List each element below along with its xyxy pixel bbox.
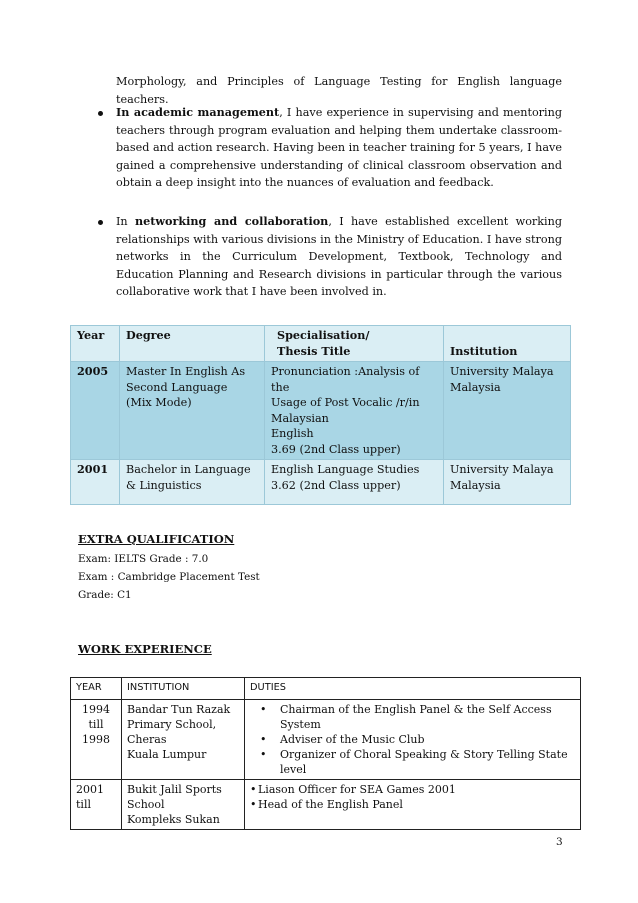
cell-line: Bandar Tun Razak bbox=[127, 703, 231, 716]
cell-line: School bbox=[127, 798, 165, 811]
bullet-text: , I have experience in supervising and mentoring teachers through program evaluation and helping them undertake classroom-based and action research. Having been in teacher training for 5 years, I have gained a comprehensive understanding of clinical classroom observation and obtain a deep insight into the nuances of evaluation and feedback. bbox=[116, 106, 562, 190]
table-row bbox=[71, 700, 581, 780]
spec-header-line: Specialisation/ bbox=[277, 328, 370, 342]
bullet-text: , I have established excellent working relationships with various divisions in the Ministry of Education. I have strong networks in the Curriculum Development, Textbook, Technology and Education Planning and Research divisions in particular through the various collaborative work that I have been involved in. bbox=[116, 215, 562, 299]
col-degree: Degree bbox=[120, 326, 265, 362]
cell-line: University Malaya bbox=[450, 463, 554, 476]
bullet-lead: In academic management bbox=[116, 105, 280, 119]
degree-table-header bbox=[71, 326, 571, 362]
work-experience-title: WORK EXPERIENCE bbox=[78, 642, 212, 656]
bullet-networking bbox=[116, 213, 562, 301]
table-row bbox=[71, 362, 571, 460]
cell-line: Kuala Lumpur bbox=[127, 748, 207, 761]
degree-year: 2005 bbox=[71, 362, 120, 460]
list-item: • Head of the English Panel bbox=[250, 797, 575, 812]
cell-line: till bbox=[88, 718, 104, 731]
cell-line: (Mix Mode) bbox=[126, 396, 192, 409]
extra-line: Exam: IELTS Grade : 7.0 bbox=[78, 553, 209, 565]
cell-line: English Language Studies bbox=[271, 463, 420, 476]
list-item: • Organizer of Choral Speaking & Story Telling State level bbox=[250, 747, 575, 777]
work-year bbox=[71, 780, 122, 830]
cell-line: 3.62 (2nd Class upper) bbox=[271, 478, 401, 492]
cell-line: University Malaya bbox=[450, 365, 554, 378]
col-specialisation bbox=[265, 326, 444, 362]
cell-line: & Linguistics bbox=[126, 478, 202, 492]
col-institution: INSTITUTION bbox=[122, 678, 245, 700]
cell-line: Malaysia bbox=[450, 478, 501, 492]
intro-paragraph: Morphology, and Principles of Language Testing for English language teachers. bbox=[116, 75, 562, 106]
cell-line: Malaysian bbox=[271, 411, 329, 425]
page-number: 3 bbox=[556, 836, 563, 848]
col-year: Year bbox=[71, 326, 120, 362]
work-table bbox=[70, 677, 581, 830]
work-institution bbox=[122, 700, 245, 780]
bullet-pre: In bbox=[116, 215, 135, 228]
col-duties: DUTIES bbox=[245, 678, 581, 700]
extra-line: Grade: C1 bbox=[78, 589, 132, 601]
duties-list bbox=[250, 702, 575, 777]
list-item: • Chairman of the English Panel & the Self Access System bbox=[250, 702, 575, 732]
duties-list bbox=[250, 782, 575, 812]
bullet-icon bbox=[97, 110, 105, 118]
work-year bbox=[71, 700, 122, 780]
degree-name bbox=[120, 460, 265, 505]
cell-line: 1998 bbox=[82, 733, 110, 746]
table-row bbox=[71, 460, 571, 505]
work-institution bbox=[122, 780, 245, 830]
cell-line: 2001 bbox=[76, 783, 104, 796]
col-institution: Institution bbox=[444, 326, 571, 362]
degree-specialisation bbox=[265, 460, 444, 505]
cell-line: English bbox=[271, 427, 314, 440]
cell-line: Master In English As bbox=[126, 365, 246, 378]
bullet-academic-management bbox=[116, 104, 562, 192]
cell-line: 3.69 (2nd Class upper) bbox=[271, 442, 401, 456]
cell-line: Kompleks Sukan bbox=[127, 813, 220, 826]
extra-qualification-title: EXTRA QUALIFICATION bbox=[78, 532, 235, 546]
cell-line: Cheras bbox=[127, 733, 167, 746]
col-year: YEAR bbox=[71, 678, 122, 700]
bullet-lead: networking and collaboration bbox=[134, 214, 329, 228]
list-item: • Adviser of the Music Club bbox=[250, 732, 575, 747]
work-table-header bbox=[71, 678, 581, 700]
work-duties bbox=[245, 700, 581, 780]
table-row bbox=[71, 780, 581, 830]
degree-institution bbox=[444, 362, 571, 460]
degree-name bbox=[120, 362, 265, 460]
bullet-icon bbox=[97, 219, 105, 227]
work-duties bbox=[245, 780, 581, 830]
cell-line: till bbox=[76, 798, 91, 811]
degree-table bbox=[70, 325, 571, 505]
cell-line: Pronunciation :Analysis of the bbox=[271, 365, 420, 394]
cell-line: Malaysia bbox=[450, 380, 501, 394]
cell-line: Second Language bbox=[126, 380, 228, 394]
list-item: • Liason Officer for SEA Games 2001 bbox=[250, 782, 575, 797]
degree-specialisation bbox=[265, 362, 444, 460]
cell-line: Usage of Post Vocalic /r/in bbox=[271, 396, 420, 409]
cell-line: Bachelor in Language bbox=[126, 463, 251, 476]
degree-institution bbox=[444, 460, 571, 505]
spec-header-line: Thesis Title bbox=[277, 343, 351, 358]
degree-year: 2001 bbox=[71, 460, 120, 505]
cell-line: Bukit Jalil Sports bbox=[127, 783, 222, 796]
extra-line: Exam : Cambridge Placement Test bbox=[78, 571, 260, 583]
cell-line: 1994 bbox=[82, 703, 110, 716]
cell-line: Primary School, bbox=[127, 718, 217, 731]
